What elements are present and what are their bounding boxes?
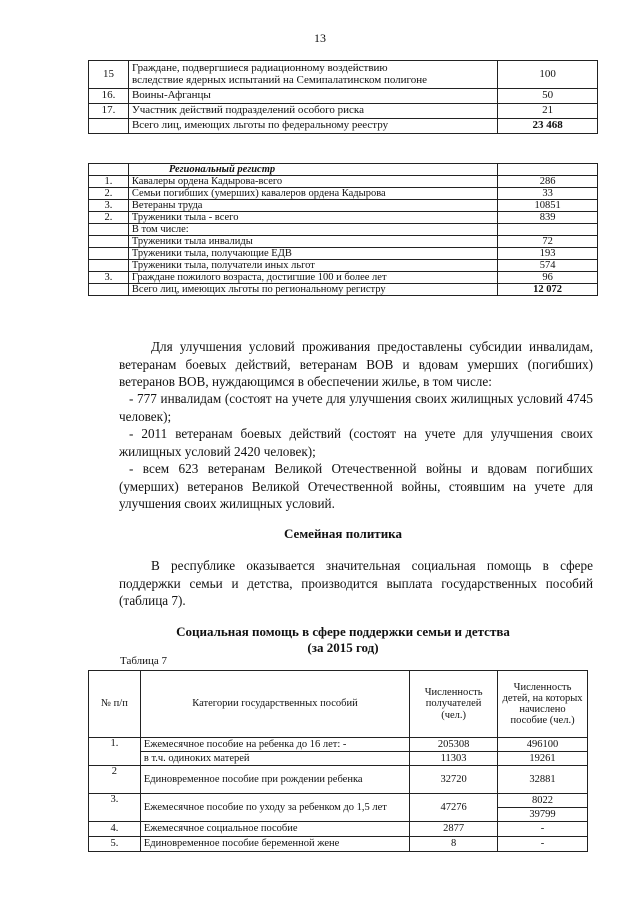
page-number: 13 — [314, 31, 326, 45]
row-children: 19261 — [498, 752, 588, 766]
row-number: 1. — [89, 738, 141, 766]
row-name: Единовременное пособие при рождении ребенка — [140, 766, 409, 794]
row-name — [128, 61, 497, 89]
row-name: Ежемесячное пособие на ребенка до 16 лет: - — [140, 738, 409, 752]
total-label: Всего лиц, имеющих льготы по региональному регистру — [128, 284, 497, 296]
empty-cell — [89, 119, 129, 134]
table-row — [89, 176, 598, 188]
table-row — [89, 837, 588, 852]
row-name: Единовременное пособие беременной жене — [140, 837, 409, 852]
row-value — [498, 224, 598, 236]
row-number: 17. — [89, 104, 129, 119]
row-number: 5. — [89, 837, 141, 852]
row-number: 1. — [89, 176, 129, 188]
row-number: 4. — [89, 822, 141, 837]
row-name: Труженики тыла, получатели иных льгот — [128, 260, 497, 272]
row-name: Труженики тыла - всего — [128, 212, 497, 224]
row-number — [89, 236, 129, 248]
table-header-row — [89, 164, 598, 176]
row-name: в т.ч. одиноких матерей — [140, 752, 409, 766]
table-row — [89, 260, 598, 272]
row-name: Ежемесячное пособие по уходу за ребенком до 1,5 лет — [140, 794, 409, 822]
row-name: Ежемесячное социальное пособие — [140, 822, 409, 837]
row-recipients: 2877 — [410, 822, 498, 837]
row-number — [89, 248, 129, 260]
table-row — [89, 61, 598, 89]
federal-registry-table — [88, 60, 598, 134]
row-value: 33 — [498, 188, 598, 200]
row-name: Участник действий подразделений особого риска — [128, 104, 497, 119]
regional-header: Региональный регистр — [128, 164, 497, 176]
row-recipients: 32720 — [410, 766, 498, 794]
row-number: 2 — [89, 766, 141, 794]
table-row — [89, 200, 598, 212]
header-children: Численность детей, на которых начислено пособие (чел.) — [498, 671, 588, 738]
empty-cell — [89, 164, 129, 176]
table-row — [89, 212, 598, 224]
row-children: - — [498, 837, 588, 852]
row-number: 16. — [89, 89, 129, 104]
row-name: Труженики тыла, получающие ЕДВ — [128, 248, 497, 260]
row-value: 72 — [498, 236, 598, 248]
row-recipients: 205308 — [410, 738, 498, 752]
row-recipients: 8 — [410, 837, 498, 852]
table-row — [89, 89, 598, 104]
paragraph-subsidies: Для улучшения условий проживания предоставлены субсидии инвалидам, ветеранам боевых действий, ветеранам ВОВ и вдовам умерших (погибших) ветеранов ВОВ, нуждающимся в обеспечении жилье, в том числе: — [119, 339, 593, 389]
row-value: 96 — [498, 272, 598, 284]
row-name: Семьи погибших (умерших) кавалеров ордена Кадырова — [128, 188, 497, 200]
table-header-row — [89, 671, 588, 738]
table-row — [89, 104, 598, 119]
row-children: 32881 — [498, 766, 588, 794]
row-value: 574 — [498, 260, 598, 272]
table-row — [89, 188, 598, 200]
row-name-line: вследствие ядерных испытаний на Семипалатинском полигоне — [131, 73, 428, 86]
row-number: 2. — [89, 188, 129, 200]
table-row — [89, 766, 588, 794]
row-children: 496100 — [498, 738, 588, 752]
row-number — [89, 224, 129, 236]
table-title-line2: (за 2015 год) — [307, 640, 379, 655]
row-number: 3. — [89, 794, 141, 822]
total-value: 12 072 — [498, 284, 598, 296]
family-benefits-table — [88, 670, 588, 852]
total-row — [89, 119, 598, 134]
row-value: 100 — [498, 61, 598, 89]
table-row — [89, 794, 588, 808]
row-number: 3. — [89, 200, 129, 212]
paragraph-veterans: - 2011 ветеранам боевых действий (состоят на учете для улучшения своих жилищных условий 2420 человек); — [119, 426, 593, 459]
row-children: - — [498, 822, 588, 837]
row-name: Воины-Афганцы — [128, 89, 497, 104]
header-num: № п/п — [89, 671, 141, 738]
table-row — [89, 224, 598, 236]
row-name: В том числе: — [128, 224, 497, 236]
row-recipients: 47276 — [410, 794, 498, 822]
table-row — [89, 272, 598, 284]
row-name: Граждане пожилого возраста, достигшие 100 и более лет — [128, 272, 497, 284]
row-value: 21 — [498, 104, 598, 119]
row-name: Ветераны труда — [128, 200, 497, 212]
table-row — [89, 248, 598, 260]
row-number: 2. — [89, 212, 129, 224]
header-category: Категории государственных пособий — [140, 671, 409, 738]
row-children: 8022 — [498, 794, 588, 808]
row-number: 15 — [89, 61, 129, 89]
total-label: Всего лиц, имеющих льготы по федеральному реестру — [128, 119, 497, 134]
total-value: 23 468 — [498, 119, 598, 134]
row-number — [89, 260, 129, 272]
row-value: 50 — [498, 89, 598, 104]
total-row — [89, 284, 598, 296]
regional-registry-table — [88, 163, 598, 296]
table-caption: Таблица 7 — [120, 655, 168, 667]
table-title-line1: Социальная помощь в сфере поддержки семьи и детства — [176, 624, 510, 639]
empty-cell — [498, 164, 598, 176]
row-children: 39799 — [498, 808, 588, 822]
section-title: Семейная политика — [284, 526, 402, 541]
row-recipients: 11303 — [410, 752, 498, 766]
table-row — [89, 822, 588, 837]
row-name-line: Граждане, подвергшиеся радиационному воздействию — [131, 61, 388, 74]
header-recipients: Численность получателей (чел.) — [410, 671, 498, 738]
table-row — [89, 738, 588, 752]
paragraph-wwii: - всем 623 ветеранам Великой Отечественной войны и вдовам погибших (умерших) ветеранов Великой Отечественной войны, стоявшим на учете для улучшения своих жилищных условий. — [119, 461, 593, 511]
row-value: 193 — [498, 248, 598, 260]
row-value: 286 — [498, 176, 598, 188]
row-name: Кавалеры ордена Кадырова-всего — [128, 176, 497, 188]
row-name: Труженики тыла инвалиды — [128, 236, 497, 248]
row-value: 10851 — [498, 200, 598, 212]
row-number: 3. — [89, 272, 129, 284]
paragraph-family: В республике оказывается значительная социальная помощь в сфере поддержки семьи и детства, производится выплата государственных пособий (таблица 7). — [119, 558, 593, 608]
empty-cell — [89, 284, 129, 296]
table-row — [89, 752, 588, 766]
row-value: 839 — [498, 212, 598, 224]
table-row — [89, 236, 598, 248]
paragraph-disabled: - 777 инвалидам (состоят на учете для улучшения своих жилищных условий 4745 человек); — [119, 391, 593, 424]
